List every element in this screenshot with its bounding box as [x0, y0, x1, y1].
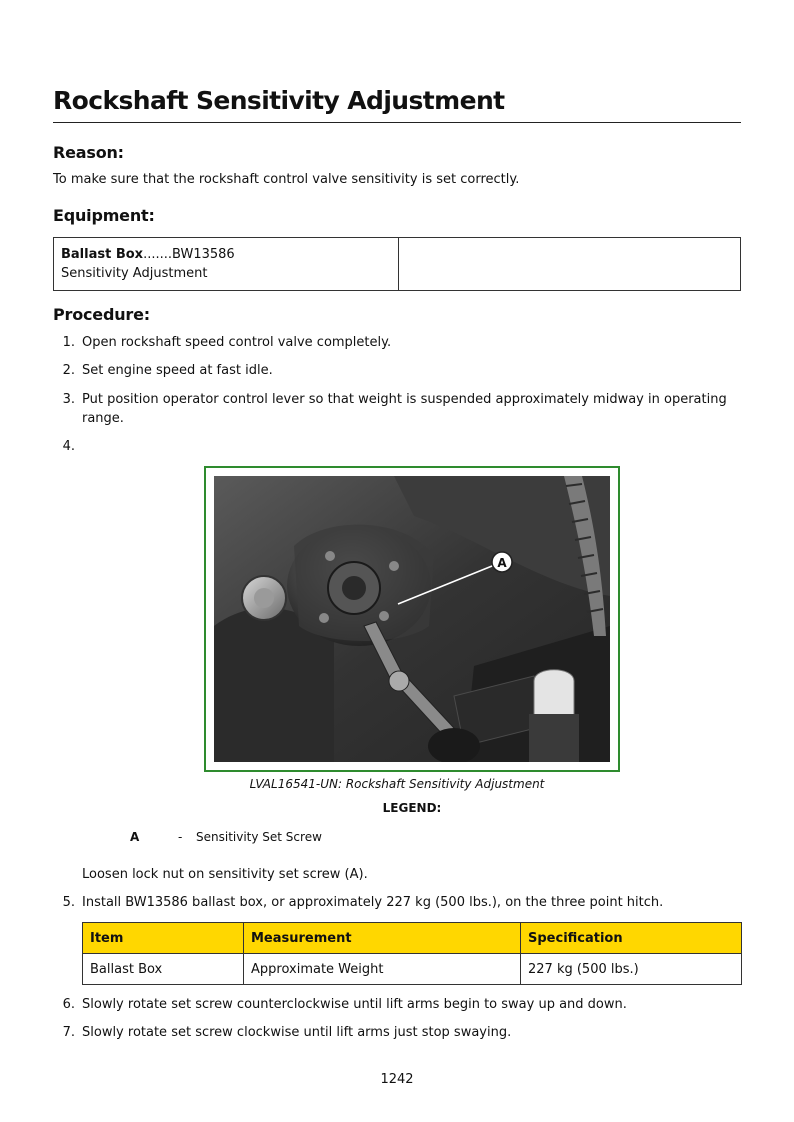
table-cell: 227 kg (500 lbs.) — [521, 954, 742, 985]
legend-heading: LEGEND: — [382, 801, 442, 815]
table-header-cell: Specification — [521, 923, 742, 954]
step-text: Open rockshaft speed control valve completely. — [82, 335, 392, 350]
equipment-item-code: BW13586 — [172, 247, 235, 262]
step-text: Slowly rotate set screw clockwise until lift arms just stop swaying. — [82, 1025, 512, 1040]
table-header-cell: Measurement — [244, 923, 521, 954]
equipment-cell — [54, 238, 399, 291]
table-cell: Ballast Box — [83, 954, 244, 985]
equipment-heading: Equipment: — [53, 206, 155, 225]
page-number: 1242 — [380, 1072, 414, 1087]
rockshaft-photo-illustration — [214, 476, 610, 762]
callout-label-a: A — [497, 556, 507, 570]
step-number: 5. — [62, 895, 75, 910]
procedure-step — [53, 390, 743, 428]
page-title: Rockshaft Sensitivity Adjustment — [53, 86, 505, 115]
reason-heading: Reason: — [53, 143, 124, 162]
step-text: Set engine speed at fast idle. — [82, 363, 273, 378]
equipment-item-name: Ballast Box — [61, 247, 144, 262]
step-number: 2. — [62, 363, 75, 378]
rockshaft-valve-photo — [214, 476, 610, 762]
table-header-row — [83, 923, 742, 954]
step-number: 3. — [62, 392, 75, 407]
equipment-item-dots: ....... — [143, 247, 173, 262]
step-number: 1. — [62, 335, 75, 350]
step-number: 6. — [62, 997, 75, 1012]
procedure-step — [53, 437, 743, 456]
table-row — [83, 954, 742, 985]
step-text: Slowly rotate set screw counterclockwise until lift arms begin to sway up and down. — [82, 997, 627, 1012]
legend-key: A — [130, 830, 140, 844]
figure-caption: LVAL16541-UN: Rockshaft Sensitivity Adjustment — [249, 777, 545, 791]
table-cell: Approximate Weight — [244, 954, 521, 985]
legend-separator: - — [178, 830, 183, 844]
legend-description: Sensitivity Set Screw — [196, 830, 322, 844]
procedure-step — [53, 361, 743, 380]
step-text: Loosen lock nut on sensitivity set screw (A). — [82, 867, 368, 882]
procedure-heading: Procedure: — [53, 305, 150, 324]
equipment-table — [53, 237, 741, 291]
procedure-step — [53, 995, 743, 1014]
step-text: Install BW13586 ballast box, or approximately 227 kg (500 lbs.), on the three point hitch. — [82, 895, 664, 910]
step-number: 4. — [62, 439, 75, 454]
reason-text: To make sure that the rockshaft control valve sensitivity is set correctly. — [53, 172, 520, 187]
specification-table — [82, 922, 742, 985]
procedure-step — [53, 865, 743, 884]
title-rule — [53, 122, 741, 123]
equipment-item-desc: Sensitivity Adjustment — [61, 266, 208, 281]
procedure-step — [53, 893, 743, 912]
procedure-step — [53, 1023, 743, 1042]
equipment-empty-cell — [399, 238, 741, 291]
procedure-step — [53, 333, 743, 352]
step-text: Put position operator control lever so that weight is suspended approximately midway in operating range. — [82, 392, 727, 426]
step-number: 7. — [62, 1025, 75, 1040]
figure-frame — [204, 466, 620, 772]
table-header-cell: Item — [83, 923, 244, 954]
